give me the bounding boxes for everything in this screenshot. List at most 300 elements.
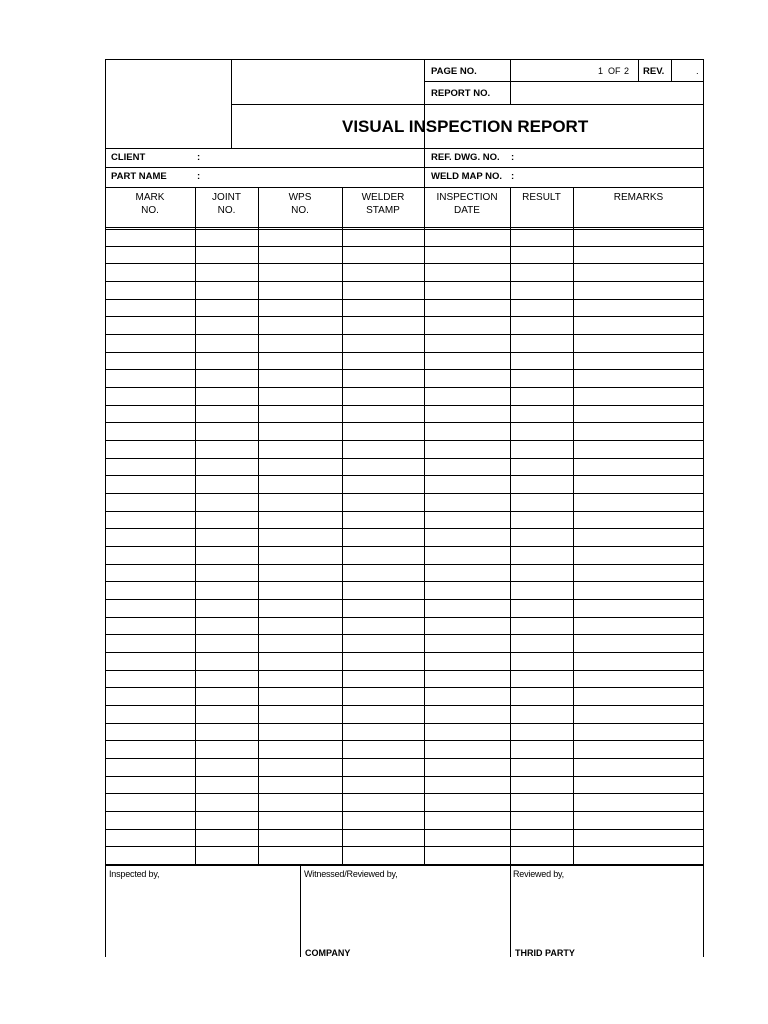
weld-map-colon: : xyxy=(511,171,515,182)
table-cell[interactable] xyxy=(573,529,704,546)
table-cell[interactable] xyxy=(510,600,573,617)
column-header-line1: RESULT xyxy=(522,192,561,203)
table-cell[interactable] xyxy=(195,441,258,458)
table-cell[interactable] xyxy=(342,264,424,281)
table-cell[interactable] xyxy=(424,671,510,688)
table-cell[interactable] xyxy=(105,600,195,617)
table-cell[interactable] xyxy=(258,618,342,635)
table-cell[interactable] xyxy=(258,706,342,723)
table-cell[interactable] xyxy=(195,741,258,758)
table-cell[interactable] xyxy=(195,476,258,493)
table-cell[interactable] xyxy=(573,671,704,688)
table-cell[interactable] xyxy=(195,423,258,440)
table-cell[interactable] xyxy=(573,653,704,670)
table-cell[interactable] xyxy=(573,264,704,281)
table-cell[interactable] xyxy=(195,565,258,582)
table-cell[interactable] xyxy=(258,300,342,317)
table-cell[interactable] xyxy=(510,565,573,582)
table-cell[interactable] xyxy=(105,512,195,529)
table-cell[interactable] xyxy=(258,370,342,387)
table-cell[interactable] xyxy=(195,547,258,564)
table-cell[interactable] xyxy=(105,282,195,299)
table-cell[interactable] xyxy=(195,794,258,811)
table-cell[interactable] xyxy=(105,777,195,794)
table-cell[interactable] xyxy=(573,724,704,741)
table-cell[interactable] xyxy=(195,688,258,705)
table-cell[interactable] xyxy=(258,353,342,370)
table-cell[interactable] xyxy=(105,494,195,511)
table-cell[interactable] xyxy=(105,565,195,582)
table-cell[interactable] xyxy=(258,317,342,334)
table-cell[interactable] xyxy=(573,759,704,776)
table-cell[interactable] xyxy=(258,264,342,281)
table-cell[interactable] xyxy=(195,459,258,476)
table-cell[interactable] xyxy=(342,441,424,458)
page-total-value[interactable]: 2 xyxy=(624,66,630,76)
table-cell[interactable] xyxy=(573,547,704,564)
table-row xyxy=(105,459,704,477)
table-cell[interactable] xyxy=(258,512,342,529)
table-cell[interactable] xyxy=(195,582,258,599)
table-cell[interactable] xyxy=(105,264,195,281)
table-cell[interactable] xyxy=(342,653,424,670)
table-cell[interactable] xyxy=(424,547,510,564)
inspected-by-label: Inspected by, xyxy=(109,869,160,879)
table-cell[interactable] xyxy=(195,335,258,352)
table-row xyxy=(105,847,704,865)
table-row xyxy=(105,335,704,353)
table-row xyxy=(105,317,704,335)
table-cell[interactable] xyxy=(510,512,573,529)
table-cell[interactable] xyxy=(573,423,704,440)
table-cell[interactable] xyxy=(573,830,704,847)
table-cell[interactable] xyxy=(424,794,510,811)
table-cell[interactable] xyxy=(573,317,704,334)
table-cell[interactable] xyxy=(258,688,342,705)
table-cell[interactable] xyxy=(105,441,195,458)
table-cell[interactable] xyxy=(424,830,510,847)
table-row xyxy=(105,759,704,777)
table-cell[interactable] xyxy=(510,335,573,352)
table-cell[interactable] xyxy=(258,812,342,829)
table-cell[interactable] xyxy=(510,777,573,794)
table-cell[interactable] xyxy=(424,618,510,635)
table-cell[interactable] xyxy=(510,688,573,705)
table-cell[interactable] xyxy=(342,565,424,582)
table-cell[interactable] xyxy=(342,671,424,688)
table-cell[interactable] xyxy=(105,247,195,264)
table-cell[interactable] xyxy=(573,688,704,705)
table-cell[interactable] xyxy=(258,582,342,599)
table-cell[interactable] xyxy=(258,423,342,440)
table-cell[interactable] xyxy=(105,618,195,635)
table-cell[interactable] xyxy=(105,688,195,705)
table-cell[interactable] xyxy=(573,494,704,511)
table-cell[interactable] xyxy=(105,459,195,476)
table-cell[interactable] xyxy=(510,476,573,493)
table-cell[interactable] xyxy=(573,441,704,458)
table-cell[interactable] xyxy=(424,565,510,582)
table-cell[interactable] xyxy=(573,565,704,582)
table-cell[interactable] xyxy=(424,459,510,476)
table-cell[interactable] xyxy=(258,388,342,405)
table-cell[interactable] xyxy=(573,300,704,317)
table-cell[interactable] xyxy=(258,282,342,299)
table-row xyxy=(105,794,704,812)
table-cell[interactable] xyxy=(573,229,704,246)
table-cell[interactable] xyxy=(342,635,424,652)
table-cell[interactable] xyxy=(105,229,195,246)
table-cell[interactable] xyxy=(510,406,573,423)
table-cell[interactable] xyxy=(342,229,424,246)
table-cell[interactable] xyxy=(424,512,510,529)
table-cell[interactable] xyxy=(510,388,573,405)
reviewed-by-label: Reviewed by, xyxy=(513,869,564,879)
table-cell[interactable] xyxy=(510,459,573,476)
table-cell[interactable] xyxy=(258,229,342,246)
table-cell[interactable] xyxy=(342,353,424,370)
table-cell[interactable] xyxy=(195,529,258,546)
table-row xyxy=(105,406,704,424)
table-cell[interactable] xyxy=(424,300,510,317)
table-cell[interactable] xyxy=(573,812,704,829)
table-row xyxy=(105,494,704,512)
table-cell[interactable] xyxy=(195,706,258,723)
rev-value-divider xyxy=(671,59,672,81)
page-no-value[interactable]: 1 xyxy=(598,66,604,76)
table-cell[interactable] xyxy=(195,353,258,370)
table-cell[interactable] xyxy=(510,582,573,599)
table-cell[interactable] xyxy=(342,582,424,599)
table-cell[interactable] xyxy=(258,406,342,423)
table-row xyxy=(105,706,704,724)
table-cell[interactable] xyxy=(342,247,424,264)
table-cell[interactable] xyxy=(258,724,342,741)
table-cell[interactable] xyxy=(342,300,424,317)
table-cell[interactable] xyxy=(510,370,573,387)
table-cell[interactable] xyxy=(342,476,424,493)
table-cell[interactable] xyxy=(573,635,704,652)
table-cell[interactable] xyxy=(195,724,258,741)
table-cell[interactable] xyxy=(105,653,195,670)
table-cell[interactable] xyxy=(258,635,342,652)
table-cell[interactable] xyxy=(105,547,195,564)
table-cell[interactable] xyxy=(342,388,424,405)
table-cell[interactable] xyxy=(424,635,510,652)
table-cell[interactable] xyxy=(573,582,704,599)
table-cell[interactable] xyxy=(195,229,258,246)
table-cell[interactable] xyxy=(424,582,510,599)
table-cell[interactable] xyxy=(510,847,573,864)
table-cell[interactable] xyxy=(342,459,424,476)
table-cell[interactable] xyxy=(195,494,258,511)
table-cell[interactable] xyxy=(342,830,424,847)
table-cell[interactable] xyxy=(573,282,704,299)
client-row-bottom xyxy=(105,167,704,168)
table-cell[interactable] xyxy=(258,547,342,564)
title-row-bottom xyxy=(105,148,704,149)
table-cell[interactable] xyxy=(510,830,573,847)
table-cell[interactable] xyxy=(424,229,510,246)
table-cell[interactable] xyxy=(258,459,342,476)
table-cell[interactable] xyxy=(195,370,258,387)
table-cell[interactable] xyxy=(258,830,342,847)
table-cell[interactable] xyxy=(258,441,342,458)
table-cell[interactable] xyxy=(342,741,424,758)
table-cell[interactable] xyxy=(258,671,342,688)
table-cell[interactable] xyxy=(105,353,195,370)
table-cell[interactable] xyxy=(105,759,195,776)
table-cell[interactable] xyxy=(258,494,342,511)
table-cell[interactable] xyxy=(342,600,424,617)
table-cell[interactable] xyxy=(424,653,510,670)
table-cell[interactable] xyxy=(424,353,510,370)
table-cell[interactable] xyxy=(424,282,510,299)
table-row xyxy=(105,724,704,742)
table-cell[interactable] xyxy=(573,370,704,387)
table-cell[interactable] xyxy=(258,565,342,582)
table-cell[interactable] xyxy=(195,317,258,334)
table-cell[interactable] xyxy=(424,741,510,758)
table-cell[interactable] xyxy=(342,335,424,352)
table-cell[interactable] xyxy=(510,282,573,299)
table-cell[interactable] xyxy=(424,441,510,458)
table-cell[interactable] xyxy=(424,335,510,352)
table-cell[interactable] xyxy=(258,759,342,776)
table-cell[interactable] xyxy=(195,635,258,652)
table-cell[interactable] xyxy=(195,247,258,264)
table-cell[interactable] xyxy=(105,300,195,317)
table-cell[interactable] xyxy=(105,794,195,811)
client-label: CLIENT xyxy=(111,152,146,163)
table-cell[interactable] xyxy=(510,618,573,635)
table-cell[interactable] xyxy=(510,529,573,546)
table-cell[interactable] xyxy=(342,759,424,776)
table-cell[interactable] xyxy=(258,741,342,758)
table-cell[interactable] xyxy=(342,494,424,511)
table-cell[interactable] xyxy=(510,794,573,811)
signature-top-border xyxy=(105,865,704,866)
table-cell[interactable] xyxy=(105,370,195,387)
table-cell[interactable] xyxy=(424,777,510,794)
table-row xyxy=(105,264,704,282)
table-cell[interactable] xyxy=(424,759,510,776)
table-cell[interactable] xyxy=(105,582,195,599)
table-cell[interactable] xyxy=(195,830,258,847)
table-cell[interactable] xyxy=(510,494,573,511)
table-cell[interactable] xyxy=(573,406,704,423)
table-cell[interactable] xyxy=(342,547,424,564)
table-cell[interactable] xyxy=(510,247,573,264)
table-cell[interactable] xyxy=(105,476,195,493)
table-cell[interactable] xyxy=(342,706,424,723)
table-cell[interactable] xyxy=(573,388,704,405)
table-cell[interactable] xyxy=(342,777,424,794)
table-cell[interactable] xyxy=(105,706,195,723)
table-cell[interactable] xyxy=(195,653,258,670)
table-cell[interactable] xyxy=(424,688,510,705)
table-cell[interactable] xyxy=(424,529,510,546)
table-cell[interactable] xyxy=(510,353,573,370)
table-cell[interactable] xyxy=(195,847,258,864)
table-cell[interactable] xyxy=(195,812,258,829)
column-header-line1: WPS xyxy=(288,192,312,203)
table-cell[interactable] xyxy=(573,777,704,794)
table-cell[interactable] xyxy=(195,759,258,776)
table-row xyxy=(105,741,704,759)
table-cell[interactable] xyxy=(424,423,510,440)
table-cell[interactable] xyxy=(258,335,342,352)
third-party-label: THRID PARTY xyxy=(515,948,575,958)
table-cell[interactable] xyxy=(342,618,424,635)
rev-value[interactable]: . xyxy=(696,66,699,77)
column-header-line2: STAMP xyxy=(366,205,400,216)
table-cell[interactable] xyxy=(510,759,573,776)
company-label: COMPANY xyxy=(305,948,351,958)
table-cell[interactable] xyxy=(342,282,424,299)
table-row xyxy=(105,565,704,583)
table-cell[interactable] xyxy=(424,494,510,511)
table-cell[interactable] xyxy=(424,600,510,617)
table-cell[interactable] xyxy=(573,459,704,476)
table-cell[interactable] xyxy=(573,600,704,617)
table-cell[interactable] xyxy=(573,247,704,264)
table-cell[interactable] xyxy=(342,512,424,529)
table-cell[interactable] xyxy=(195,406,258,423)
table-cell[interactable] xyxy=(195,618,258,635)
table-cell[interactable] xyxy=(424,370,510,387)
page-title: VISUAL INSPECTION REPORT xyxy=(342,117,589,136)
table-cell[interactable] xyxy=(510,671,573,688)
table-row xyxy=(105,547,704,565)
table-cell[interactable] xyxy=(342,794,424,811)
table-cell[interactable] xyxy=(105,317,195,334)
column-header-4 xyxy=(342,191,424,217)
table-cell[interactable] xyxy=(342,406,424,423)
table-cell[interactable] xyxy=(573,847,704,864)
table-cell[interactable] xyxy=(258,476,342,493)
table-cell[interactable] xyxy=(510,300,573,317)
table-cell[interactable] xyxy=(510,724,573,741)
table-cell[interactable] xyxy=(342,724,424,741)
table-row xyxy=(105,423,704,441)
table-row xyxy=(105,441,704,459)
witnessed-by-label: Witnessed/Reviewed by, xyxy=(304,869,398,879)
table-cell[interactable] xyxy=(424,317,510,334)
table-cell[interactable] xyxy=(105,388,195,405)
table-cell[interactable] xyxy=(510,264,573,281)
table-cell[interactable] xyxy=(573,335,704,352)
table-cell[interactable] xyxy=(424,264,510,281)
table-cell[interactable] xyxy=(510,706,573,723)
table-cell[interactable] xyxy=(195,300,258,317)
table-cell[interactable] xyxy=(342,688,424,705)
table-cell[interactable] xyxy=(424,406,510,423)
table-cell[interactable] xyxy=(105,529,195,546)
table-cell[interactable] xyxy=(195,512,258,529)
table-cell[interactable] xyxy=(258,600,342,617)
table-cell[interactable] xyxy=(258,247,342,264)
table-cell[interactable] xyxy=(510,547,573,564)
table-cell[interactable] xyxy=(195,264,258,281)
table-cell[interactable] xyxy=(342,847,424,864)
table-cell[interactable] xyxy=(510,317,573,334)
table-cell[interactable] xyxy=(342,812,424,829)
table-cell[interactable] xyxy=(105,724,195,741)
signature-divider-1 xyxy=(300,865,301,957)
table-row xyxy=(105,476,704,494)
table-cell[interactable] xyxy=(424,706,510,723)
table-cell[interactable] xyxy=(105,847,195,864)
table-row xyxy=(105,370,704,388)
table-cell[interactable] xyxy=(510,653,573,670)
table-row xyxy=(105,388,704,406)
column-header-5 xyxy=(424,191,510,217)
table-cell[interactable] xyxy=(195,388,258,405)
rev-label-divider xyxy=(638,59,639,81)
table-cell[interactable] xyxy=(424,847,510,864)
form-top-border xyxy=(105,59,704,60)
table-cell[interactable] xyxy=(105,423,195,440)
table-row xyxy=(105,671,704,689)
table-cell[interactable] xyxy=(573,794,704,811)
table-cell[interactable] xyxy=(573,618,704,635)
table-cell[interactable] xyxy=(573,512,704,529)
table-cell[interactable] xyxy=(258,529,342,546)
table-cell[interactable] xyxy=(510,229,573,246)
table-cell[interactable] xyxy=(105,635,195,652)
table-cell[interactable] xyxy=(342,317,424,334)
column-header-line1: WELDER xyxy=(361,192,405,203)
table-cell[interactable] xyxy=(424,724,510,741)
table-cell[interactable] xyxy=(105,830,195,847)
table-cell[interactable] xyxy=(342,370,424,387)
table-cell[interactable] xyxy=(573,706,704,723)
table-cell[interactable] xyxy=(424,812,510,829)
table-cell[interactable] xyxy=(195,600,258,617)
table-row xyxy=(105,777,704,795)
table-cell[interactable] xyxy=(510,441,573,458)
table-cell[interactable] xyxy=(573,741,704,758)
table-cell[interactable] xyxy=(510,635,573,652)
column-header-line2: NO. xyxy=(217,205,236,216)
table-cell[interactable] xyxy=(258,794,342,811)
table-cell[interactable] xyxy=(258,777,342,794)
table-cell[interactable] xyxy=(105,406,195,423)
table-cell[interactable] xyxy=(195,282,258,299)
table-cell[interactable] xyxy=(258,847,342,864)
table-cell[interactable] xyxy=(424,388,510,405)
client-colon: : xyxy=(197,152,201,163)
table-cell[interactable] xyxy=(105,671,195,688)
table-cell[interactable] xyxy=(510,741,573,758)
column-header-1 xyxy=(105,191,195,217)
table-cell[interactable] xyxy=(342,529,424,546)
table-cell[interactable] xyxy=(510,423,573,440)
table-cell[interactable] xyxy=(105,335,195,352)
table-cell[interactable] xyxy=(195,777,258,794)
table-cell[interactable] xyxy=(424,247,510,264)
table-cell[interactable] xyxy=(510,812,573,829)
table-cell[interactable] xyxy=(105,812,195,829)
table-cell[interactable] xyxy=(573,353,704,370)
table-cell[interactable] xyxy=(342,423,424,440)
table-cell[interactable] xyxy=(573,476,704,493)
table-cell[interactable] xyxy=(105,741,195,758)
table-cell[interactable] xyxy=(195,671,258,688)
table-cell[interactable] xyxy=(424,476,510,493)
table-cell[interactable] xyxy=(258,653,342,670)
